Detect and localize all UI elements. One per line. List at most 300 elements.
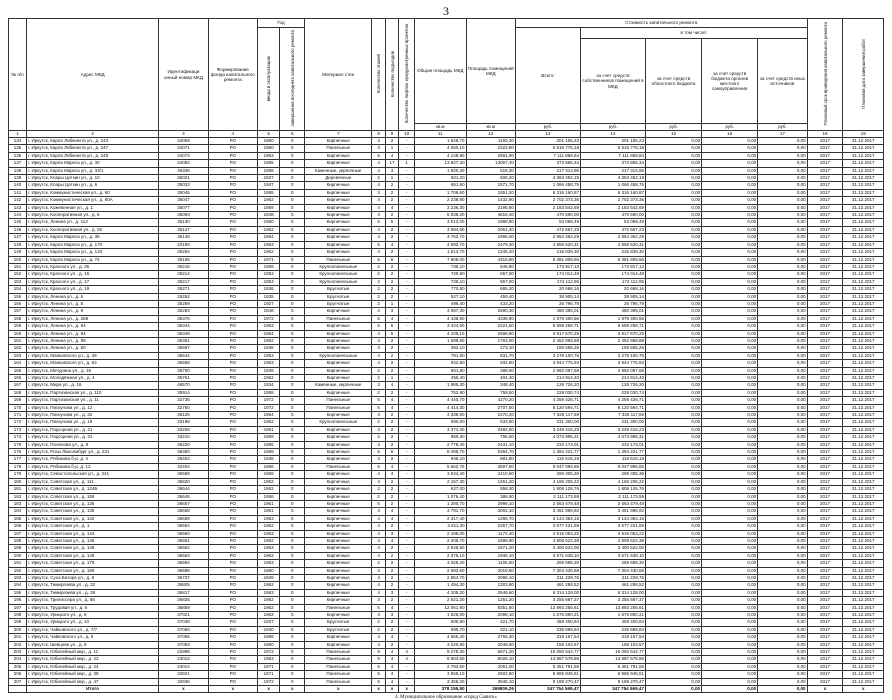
table-cell: 31.12.2017 [843, 552, 884, 559]
table-cell: 4 [372, 412, 385, 419]
table-cell: 119 615,19 [515, 456, 580, 463]
table-cell: 2 [385, 197, 398, 204]
table-cell: 0,00 [646, 574, 702, 581]
table-cell: 1971 [257, 671, 279, 678]
total-row [9, 686, 884, 693]
table-cell: 0,00 [702, 278, 758, 285]
table-cell: 2 [385, 486, 398, 493]
table-cell: 2 [385, 419, 398, 426]
table-cell: - [399, 308, 415, 315]
table-cell: 2 [385, 234, 398, 241]
table-cell: 2 [385, 597, 398, 604]
total-cell: х [280, 686, 305, 693]
table-cell: 1983 [257, 656, 279, 663]
table-cell: 31.12.2017 [843, 634, 884, 641]
table-cell: 0 [280, 478, 305, 485]
table-cell: 2017 [807, 204, 843, 211]
table-row [9, 323, 884, 330]
table-cell: РО [208, 515, 257, 522]
total-cell: х [159, 686, 208, 693]
table-cell: 36645 [159, 493, 208, 500]
table-cell: 4 [385, 678, 398, 685]
table-cell: 1952 [257, 419, 279, 426]
table-cell: 1285,70 [466, 515, 515, 522]
table-cell: 2322,80 [466, 145, 515, 152]
table-cell: 33206 [159, 426, 208, 433]
table-cell: - [399, 419, 415, 426]
table-cell: 386,90 [466, 493, 515, 500]
table-cell: г. Иркутск, Ленина ул., д. 6 [26, 293, 158, 300]
table-cell: 5 [372, 604, 385, 611]
table-cell: 4 [385, 241, 398, 248]
table-cell: 1961 [257, 508, 279, 515]
total-cell: х [208, 686, 257, 693]
column-number: 6 [280, 131, 305, 138]
table-cell: 0,00 [702, 419, 758, 426]
table-cell: 4 [385, 152, 398, 159]
table-cell: 53 069,49 [580, 219, 645, 226]
table-cell: 0,00 [646, 463, 702, 470]
table-cell: 0,00 [646, 197, 702, 204]
table-cell: 657,00 [466, 271, 515, 278]
table-cell: 37039 [159, 619, 208, 626]
table-cell: 1962 [257, 226, 279, 233]
table-cell: 3 451 996,92 [580, 508, 645, 515]
table-cell: 32936 [159, 678, 208, 685]
table-cell: 2 [385, 286, 398, 293]
header-lifts: Количество лифтов, предусмотренных проектом [399, 19, 415, 131]
table-cell: 1948 [257, 456, 279, 463]
table-cell: 2048,60 [466, 641, 515, 648]
repair-register-table [8, 18, 884, 693]
table-cell: 31.12.2017 [843, 293, 884, 300]
table-cell: 0,00 [758, 337, 807, 344]
table-row [9, 441, 884, 448]
table-cell: 2017 [807, 138, 843, 145]
table-cell: 1958 [257, 389, 279, 396]
table-cell: РО [208, 545, 257, 552]
table-cell: - [399, 337, 415, 344]
table-cell: Кирпичные [305, 345, 372, 352]
table-cell: Кирпичные [305, 367, 372, 374]
table-cell: - [399, 234, 415, 241]
table-cell: 0,00 [702, 404, 758, 411]
table-row [9, 189, 884, 196]
table-cell: 4 [385, 537, 398, 544]
table-cell: 2 [372, 300, 385, 307]
table-cell: 3 144 364,15 [580, 515, 645, 522]
table-cell: 197 [9, 604, 27, 611]
table-cell: Кирпичные [305, 212, 372, 219]
table-cell: - [399, 278, 415, 285]
table-cell: РО [208, 345, 257, 352]
table-cell: 35093 [159, 212, 208, 219]
table-cell: 31.12.2017 [843, 560, 884, 567]
table-cell: - [399, 500, 415, 507]
table-cell: 7 608,00 [414, 256, 466, 263]
table-cell: - [399, 567, 415, 574]
table-cell: 128 726,20 [515, 382, 580, 389]
table-cell: 36694 [159, 560, 208, 567]
table-cell: 1 [399, 160, 415, 167]
table-cell: 8 495,70 [414, 449, 466, 456]
table-cell: 2017 [807, 449, 843, 456]
table-cell: 4 [385, 404, 398, 411]
table-cell: 214 914,40 [580, 375, 645, 382]
table-cell: г. Иркутск, Ленина ул., д. 269 [26, 315, 158, 322]
table-cell: г. Иркутск, Советская ул., д. 142 [26, 515, 158, 522]
table-cell: 6 965 945,51 [580, 671, 645, 678]
table-cell: 35046 [159, 189, 208, 196]
column-number: 1 [9, 131, 27, 138]
table-cell: 0 [280, 330, 305, 337]
table-cell: Кирпичные [305, 249, 372, 256]
table-cell: г. Иркутск, Советская ул., д. 145 [26, 537, 158, 544]
table-row [9, 382, 884, 389]
table-cell: РО [208, 286, 257, 293]
table-cell: 299 305,36 [580, 471, 645, 478]
table-cell: 185 [9, 515, 27, 522]
table-cell: 269 698,30 [580, 560, 645, 567]
table-cell: 9 278,30 [414, 649, 466, 656]
table-row [9, 567, 884, 574]
table-cell: 167 [9, 382, 27, 389]
table-cell: 180 [9, 478, 27, 485]
table-cell: 23190 [159, 241, 208, 248]
table-cell: 0,00 [702, 375, 758, 382]
table-cell: Кирпичные [305, 308, 372, 315]
table-cell: 0 [280, 212, 305, 219]
table-cell: 5 038,20 [414, 212, 466, 219]
table-cell: 0 [280, 560, 305, 567]
table-cell: 9 [372, 656, 385, 663]
table-cell: 1940 [257, 626, 279, 633]
table-cell: 33198 [159, 419, 208, 426]
table-cell: 1953 [257, 271, 279, 278]
table-cell: 198 [9, 612, 27, 619]
table-cell: 0,00 [702, 182, 758, 189]
table-cell: 1964 [257, 234, 279, 241]
table-cell: 31.12.2017 [843, 315, 884, 322]
table-cell: 0,00 [758, 300, 807, 307]
table-cell: г. Иркутск, Советская ул., д. 180 [26, 567, 158, 574]
table-cell: 2 [385, 500, 398, 507]
table-cell: 373 865,34 [580, 160, 645, 167]
table-cell: 0,00 [702, 560, 758, 567]
table-cell: 0,00 [758, 478, 807, 485]
table-cell: 2 [385, 249, 398, 256]
table-cell: 1 706,60 [414, 189, 466, 196]
table-row [9, 160, 884, 167]
table-cell: 508,80 [414, 619, 466, 626]
table-cell: 4 [372, 308, 385, 315]
table-cell: 228 030,74 [515, 389, 580, 396]
table-cell: 0,00 [702, 234, 758, 241]
table-cell: 1345,20 [466, 249, 515, 256]
table-cell: 421,70 [466, 619, 515, 626]
table-cell: 1 676 890,21 [515, 612, 580, 619]
table-cell: 4 [385, 649, 398, 656]
table-cell: - [399, 360, 415, 367]
table-cell: 0,00 [702, 537, 758, 544]
table-cell: 3 [385, 308, 398, 315]
table-cell: г. Иркутск, Коммунистическая ул., д. 60 [26, 189, 158, 196]
table-cell: г. Иркутск, Юбилейный мкр., д. 22 [26, 656, 158, 663]
unit-total-cost: руб. [515, 124, 580, 131]
table-cell: 0 [280, 271, 305, 278]
table-cell: Кирпичные [305, 560, 372, 567]
table-cell: 134 [9, 138, 27, 145]
table-cell: 3 917 670,25 [580, 330, 645, 337]
table-cell: 3 [372, 597, 385, 604]
table-cell: 2017 [807, 567, 843, 574]
table-cell: 0,00 [646, 360, 702, 367]
table-cell: 3 144 364,15 [515, 515, 580, 522]
table-cell: 0,00 [646, 152, 702, 159]
table-cell: 0 [280, 412, 305, 419]
table-cell: 211 229,76 [515, 574, 580, 581]
table-cell: РО [208, 449, 257, 456]
table-cell: 4 [385, 604, 398, 611]
table-cell: 2 [372, 293, 385, 300]
table-cell: 0,00 [758, 197, 807, 204]
table-cell: 480 395,01 [580, 308, 645, 315]
table-cell: 0,00 [758, 241, 807, 248]
table-cell: 5 516 776,18 [580, 145, 645, 152]
table-cell: 0,00 [758, 345, 807, 352]
table-cell: 1172,40 [466, 530, 515, 537]
table-cell: РО [208, 330, 257, 337]
table-cell: 3 087,30 [414, 308, 466, 315]
table-cell: 2267,70 [466, 523, 515, 530]
column-number: 9 [385, 131, 398, 138]
table-cell: 2017 [807, 478, 843, 485]
table-cell: 4 [385, 204, 398, 211]
table-cell: 4 259 426,71 [580, 397, 645, 404]
table-cell: Крупнопанельные [305, 352, 372, 359]
table-cell: 2 [372, 560, 385, 567]
table-cell: 2996,10 [466, 500, 515, 507]
table-cell: Кирпичные [305, 441, 372, 448]
table-cell: 0 [280, 278, 305, 285]
table-row [9, 597, 884, 604]
table-cell: 5 [372, 678, 385, 685]
table-cell: 0,00 [702, 678, 758, 685]
table-cell: 13 887 578,86 [580, 656, 645, 663]
table-cell: 0,00 [646, 337, 702, 344]
table-cell: 0,00 [646, 508, 702, 515]
table-cell: 0,00 [758, 663, 807, 670]
table-row [9, 471, 884, 478]
table-cell: - [399, 515, 415, 522]
table-cell: 2096,10 [466, 574, 515, 581]
table-cell: Кирпичные [305, 567, 372, 574]
table-cell: 2 [372, 389, 385, 396]
table-cell: 0,00 [702, 456, 758, 463]
table-cell: 3 917 670,25 [515, 330, 580, 337]
header-number: № п/п [9, 19, 27, 131]
header-year: Год [257, 19, 304, 28]
table-cell: - [399, 449, 415, 456]
table-cell: 5 [372, 671, 385, 678]
table-cell: 0,00 [702, 249, 758, 256]
table-cell: РО [208, 145, 257, 152]
table-cell: г. Иркутск, Юбилейный мкр., д. 39 [26, 671, 158, 678]
table-cell: 2017 [807, 175, 843, 182]
table-cell: 38 905,14 [580, 293, 645, 300]
table-cell: РО [208, 360, 257, 367]
table-cell: 35761 [159, 375, 208, 382]
table-cell: - [399, 323, 415, 330]
table-cell: 1972 [257, 397, 279, 404]
table-cell: 7 304 430,68 [515, 567, 580, 574]
table-cell: Кирпичные [305, 597, 372, 604]
table-cell: 3 400 522,00 [515, 545, 580, 552]
table-cell: 0 [280, 523, 305, 530]
table-cell: 217 314,95 [515, 167, 580, 174]
table-cell: Каменные, кирпичные [305, 382, 372, 389]
table-cell: 2017 [807, 182, 843, 189]
table-cell: 4 [372, 204, 385, 211]
table-cell: РО [208, 678, 257, 685]
table-cell: РО [208, 426, 257, 433]
table-cell: г. Иркутск, Советская ул., д. 178 [26, 560, 158, 567]
column-number: 7 [305, 131, 372, 138]
table-cell: РО [208, 560, 257, 567]
table-row [9, 678, 884, 685]
table-cell: Кирпичные [305, 375, 372, 382]
table-cell: 35147 [159, 226, 208, 233]
table-cell: Панельные [305, 463, 372, 470]
table-cell: 173 [9, 426, 27, 433]
table-cell: 4 414,30 [414, 404, 466, 411]
table-cell: 2017 [807, 249, 843, 256]
table-cell: Кирпичные [305, 182, 372, 189]
table-cell: 175 [9, 441, 27, 448]
table-cell: 35271 [159, 286, 208, 293]
table-cell: 0 [280, 219, 305, 226]
table-cell: 0,00 [702, 612, 758, 619]
table-row [9, 530, 884, 537]
table-cell: Кирпичные [305, 152, 372, 159]
table-cell: 155 [9, 293, 27, 300]
table-cell: 0,00 [702, 412, 758, 419]
total-cell: 0,00 [702, 686, 758, 693]
table-cell: РО [208, 175, 257, 182]
header-last-repair: завершения последнего капитального ремонта [280, 28, 305, 131]
table-cell: 166 [9, 375, 27, 382]
table-cell: 2017 [807, 337, 843, 344]
table-cell: 2017 [807, 582, 843, 589]
table-cell: 0,00 [646, 138, 702, 145]
table-cell: 0,00 [758, 649, 807, 656]
table-cell: 6 316 160,87 [515, 189, 580, 196]
table-cell: 0 [280, 552, 305, 559]
table-cell: г. Иркутск, Юбилейный мкр., д. 24 [26, 663, 158, 670]
table-row [9, 389, 884, 396]
table-cell: 2195,80 [466, 204, 515, 211]
table-cell: 31.12.2017 [843, 256, 884, 263]
table-cell: 36659 [159, 515, 208, 522]
table-cell: 0,00 [758, 456, 807, 463]
table-cell: 31.12.2017 [843, 456, 884, 463]
table-cell: 6 598 258,71 [580, 323, 645, 330]
table-cell: 0,00 [702, 226, 758, 233]
table-cell: 505,20 [466, 175, 515, 182]
total-cell: х [843, 686, 884, 693]
table-cell: Кирпичные [305, 219, 372, 226]
table-cell: 0,00 [646, 234, 702, 241]
table-cell: - [399, 523, 415, 530]
table-cell: 38 905,14 [515, 293, 580, 300]
table-cell: 0,00 [758, 404, 807, 411]
table-cell: 205 [9, 663, 27, 670]
total-cell: 269809,26 [466, 686, 515, 693]
total-cell: 0,00 [758, 686, 807, 693]
table-cell: 0,00 [758, 367, 807, 374]
table-cell: 0,00 [646, 167, 702, 174]
table-cell: 2017 [807, 212, 843, 219]
table-cell: 0,00 [702, 641, 758, 648]
table-cell: 0,00 [702, 167, 758, 174]
table-cell: РО [208, 204, 257, 211]
table-cell: 0,00 [702, 434, 758, 441]
table-cell: 0,00 [758, 293, 807, 300]
table-cell: 0,00 [646, 212, 702, 219]
table-cell: 31.12.2017 [843, 582, 884, 589]
table-cell: 3 [385, 589, 398, 596]
table-cell: 3 [372, 441, 385, 448]
table-cell: 4 165 205,22 [515, 478, 580, 485]
table-cell: 135 [9, 145, 27, 152]
table-cell: 0,00 [758, 678, 807, 685]
table-cell: 2 [385, 226, 398, 233]
table-cell: 12 061,90 [414, 604, 466, 611]
table-cell: 1968 [257, 449, 279, 456]
table-cell: 31.12.2017 [843, 375, 884, 382]
table-cell: 0,00 [646, 567, 702, 574]
table-cell: г. Иркутск, Мира ул., д. 18 [26, 382, 158, 389]
table-cell: 0,00 [758, 626, 807, 633]
table-cell: Кирпичные [305, 508, 372, 515]
table-cell: 2017 [807, 345, 843, 352]
table-row [9, 234, 884, 241]
header-total-area: Общая площадь МКД [414, 19, 466, 124]
table-cell: 0,00 [702, 397, 758, 404]
table-cell: 1963 [257, 545, 279, 552]
table-cell: 2017 [807, 241, 843, 248]
table-cell: 1959 [257, 471, 279, 478]
table-cell: 1 076,40 [414, 493, 466, 500]
table-cell: - [399, 256, 415, 263]
table-cell: 0,00 [702, 256, 758, 263]
table-cell: - [399, 152, 415, 159]
column-number: 5 [257, 131, 279, 138]
table-cell: 4 859 520,31 [515, 241, 580, 248]
table-cell: 31.12.2017 [843, 389, 884, 396]
table-cell: 1946,10 [466, 552, 515, 559]
header-fund: Формирование фонда капитального ремонта [208, 19, 257, 131]
table-cell: 3 329,20 [414, 560, 466, 567]
table-cell: 148 [9, 241, 27, 248]
table-row [9, 226, 884, 233]
table-cell: 4 [372, 515, 385, 522]
table-cell: - [399, 175, 415, 182]
table-cell: 2017 [807, 426, 843, 433]
table-cell: 1 066 458,75 [515, 182, 580, 189]
table-cell: 5 662,75 [414, 463, 466, 470]
table-cell: - [399, 286, 415, 293]
